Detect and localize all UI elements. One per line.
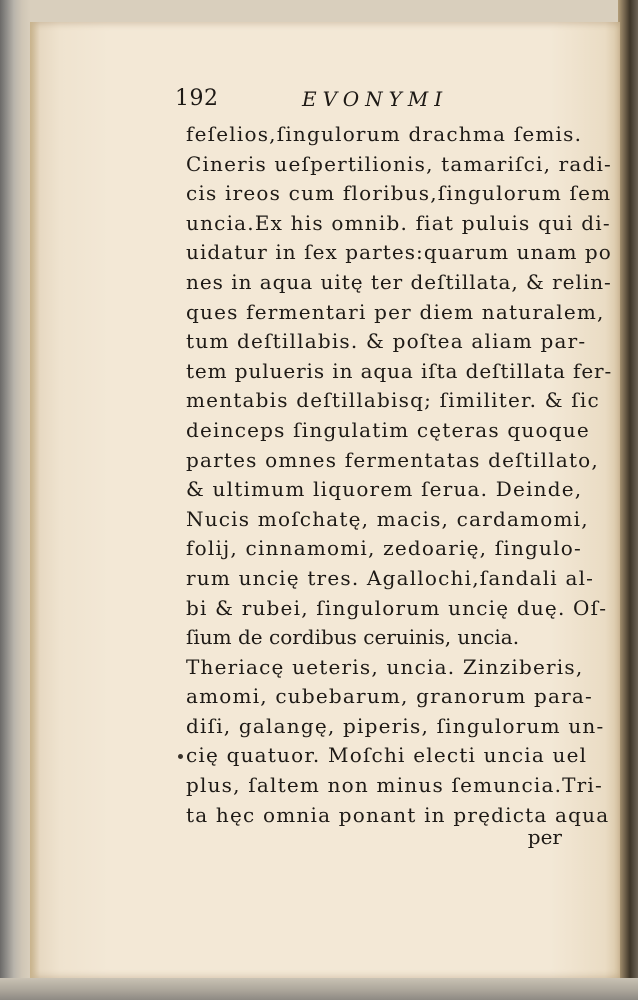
- text-line: diſi, galangę, piperis, ſingulorum un-: [186, 713, 605, 738]
- text-line: ſium de cordibus ceruinis, uncia.: [186, 625, 520, 650]
- page-gutter-shadow: [30, 22, 40, 978]
- text-line: cis ireos cum floribus,ſingulorum ſem: [186, 181, 612, 206]
- text-line: tum deſtillabis. & poſtea aliam par-: [186, 329, 587, 354]
- text-line: plus, ſaltem non minus ſemuncia.Tri-: [186, 773, 603, 798]
- ink-speck: [178, 754, 183, 759]
- text-line: uidatur in ſex partes:quarum unam po: [186, 240, 612, 265]
- text-line: deinceps ſingulatim cęteras quoque: [186, 417, 590, 442]
- text-line: mentabis deſtillabisq; ſimiliter. & ſic: [186, 388, 600, 413]
- text-line: feſelios,ſingulorum drachma ſemis.: [186, 122, 583, 146]
- text-line: ta hęc omnia ponant in prędicta aqua: [186, 802, 610, 827]
- catchword: per: [527, 825, 562, 849]
- text-line: uncia.Ex his omnib. fiat puluis qui di-: [186, 210, 611, 235]
- text-line: ques fermentari per diem naturalem,: [186, 299, 605, 324]
- text-line: Cineris ueſpertilionis, tamariſci, radi-: [186, 151, 612, 176]
- text-line: nes in aqua uitę ter deſtillata, & relin-: [186, 269, 612, 294]
- text-line: tem pulueris in aqua iſta deſtillata fer-: [186, 358, 613, 383]
- text-line: Theriacę ueteris, uncia. Zinziberis,: [186, 654, 584, 679]
- running-head-title: EVONYMI: [302, 87, 449, 111]
- text-line: Nucis moſchatę, macis, cardamomi,: [186, 506, 589, 531]
- text-line: & ultimum liquorem ſerua. Deinde,: [186, 477, 583, 502]
- running-header: [175, 82, 595, 118]
- text-line: amomi, cubebarum, granorum para-: [186, 684, 593, 709]
- text-line: partes omnes fermentatas deſtillato,: [186, 447, 599, 472]
- scan-background: [0, 978, 638, 1000]
- page-number: 192: [175, 86, 219, 111]
- book-page: [30, 22, 620, 978]
- text-line: rum uncię tres. Agallochi,ſandali al-: [186, 565, 595, 590]
- body-text: [186, 120, 626, 830]
- text-line: bi & rubei, ſingulorum uncię duę. Oſ-: [186, 595, 608, 620]
- text-line: cię quatuor. Moſchi electi uncia uel: [186, 743, 588, 768]
- text-line: folij, cinnamomi, zedoarię, ſingulo-: [186, 536, 582, 561]
